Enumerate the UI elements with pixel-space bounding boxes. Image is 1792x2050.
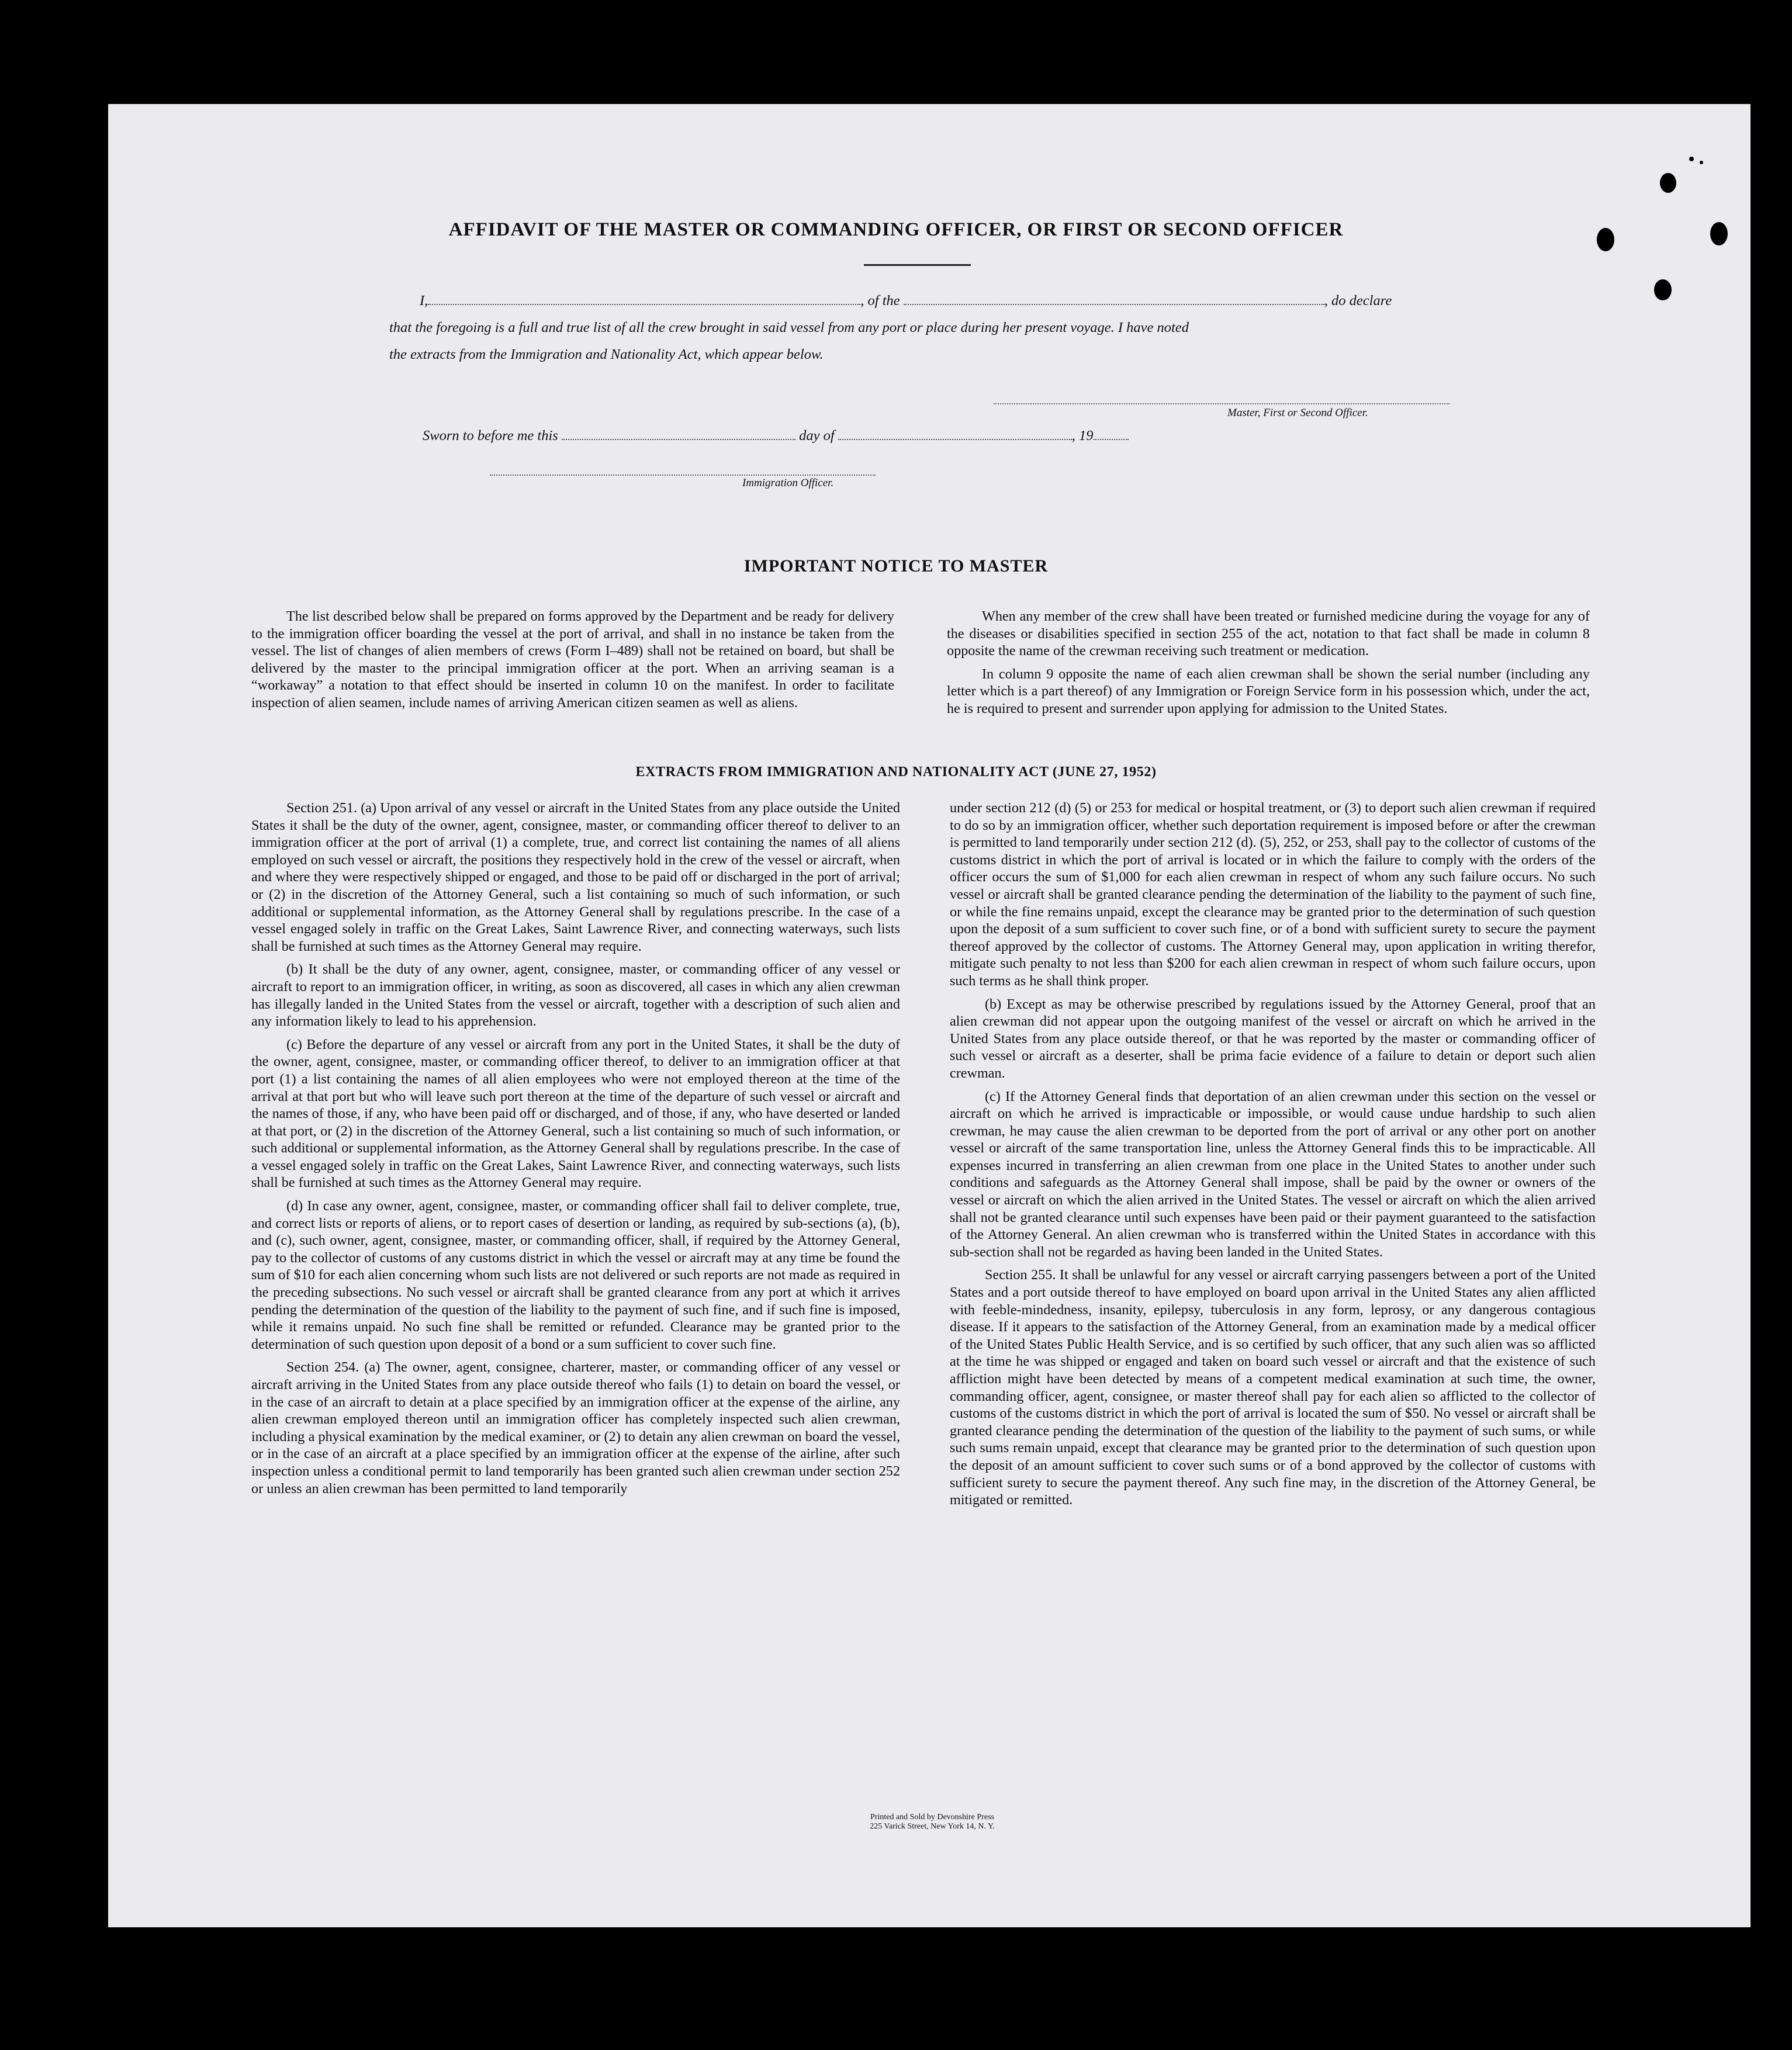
notice-title: IMPORTANT NOTICE TO MASTER (743, 556, 1049, 576)
master-signature-caption: Master, First or Second Officer. (1227, 407, 1368, 419)
section-251-d: (d) In case any owner, agent, consignee, master, or commanding officer shall fail to deliver complete, true, and correct lists or reports of aliens, or to report cases of desertion or landing, as required by sub-sections (a), (b), and (c), such owner, agent, consignee, master, or commanding officer, shall, if required by the Attorney General, pay to the collector of customs of any customs district in which the vessel or aircraft may at any time be found the sum of $10 for each alien concerning whom such lists are not delivered or such reports are not made as required in the preceding subsections. No such vessel or aircraft shall be granted clearance from any port at which it arrives pending the determination of the question of the liability to the payment of such fine, and if such fine is imposed, while it remains unpaid. No such fine shall be remitted or refunded. Clearance may be granted prior to the determination of such question upon deposit of a bond or a sum sufficient to cover such fine. (251, 1198, 900, 1352)
notice-right-paragraph-1: When any member of the crew shall have been treated or furnished medicine during the voyage for any of the diseases or disabilities specified in section 255 of the act, notation to that fact shall be made in column 8 opposite the name of the crewman receiving such treatment or medication. (947, 608, 1590, 659)
declaration-line-2: that the foregoing is a full and true list of all the crew brought in said vessel from any port or place during her present voyage. I have noted (389, 320, 1189, 335)
section-254-c: (c) If the Attorney General finds that deportation of an alien crewman under this section on the vessel or aircraft on which he arrived is impracticable or impossible, or would cause undue hardship to such alien crewman, he may cause the alien crewman to be deported from the port of arrival or any other port on another vessel or aircraft of the same transportation line, unless the Attorney General finds this to be impracticable. All expenses incurred in transferring an alien crewman from one place in the United States to another under such conditions and safeguards as the Attorney General shall impose, shall be paid by the owner or owners of the vessel or aircraft on which the alien arrived in the United States. The vessel or aircraft on which the alien arrived shall not be granted clearance until such expenses have been paid or their payment guaranteed to the satisfaction of the Attorney General. An alien crewman who is transferred within the United States in accordance with this sub-section shall not be regarded as having been landed in the United States. (950, 1088, 1596, 1260)
notice-left-paragraph: The list described below shall be prepared on forms approved by the Department and be ready for delivery to the immigration officer boarding the vessel at the port of arrival, and shall in no instance be taken from the vessel. The list of changes of alien members of crews (Form I–489) shall not be retained on board, but shall be delivered by the master to the principal immigration officer at the port. When an arriving seaman is a “workaway” a notation to that effect should be inserted in column 10 on the manifest. In order to facilitate inspection of alien seamen, include names of arriving American citizen seamen as well as aliens. (251, 608, 894, 711)
printer-line-2: 225 Varick Street, New York 14, N. Y. (870, 1822, 995, 1831)
section-255: Section 255. It shall be unlawful for any vessel or aircraft carrying passengers between a port of the United States and a port outside thereof to have employed on board upon arrival in the United States any alien afflicted with feeble-mindedness, insanity, epilepsy, tuberculosis in any form, leprosy, or any dangerous contagious disease. If it appears to the satisfaction of the Attorney General, from an examination made by a medical officer of the United States Public Health Service, and is so certified by such officer, that any such alien was so afflicted at the time he was shipped or engaged and taken on board such vessel or aircraft and that the existence of such affliction might have been detected by means of a competent medical examination at such time, the owner, commanding officer, agent, consignee, or master thereof shall pay for each alien so afflicted to the collector of customs of the customs district in which the port of arrival is located the sum of $50. No vessel or aircraft shall be granted clearance pending the determination of the question of the liability to the payment of such sums, or while such sums remain unpaid, except that clearance may be granted prior to the determination of such question upon the deposit of an amount sufficient to cover such sums or of a bond approved by the collector of customs with sufficient surety to secure the payment thereof. Any such fine may, in the discretion of the Attorney General, be mitigated or remitted. (950, 1267, 1596, 1508)
master-signature-line[interactable] (994, 403, 1449, 404)
declaration-line-3: the extracts from the Immigration and Nationality Act, which appear below. (389, 347, 824, 362)
punch-hole-mark (1660, 173, 1676, 193)
paper-speck (1689, 157, 1694, 161)
printer-imprint (815, 1813, 1049, 1831)
declaration-i: I, (420, 293, 428, 309)
immigration-officer-signature-line[interactable] (490, 475, 876, 476)
sworn-year: , 19 (1071, 428, 1094, 444)
notice-left-column (251, 608, 894, 718)
section-254-a: Section 254. (a) The owner, agent, consignee, charterer, master, or commanding officer of any vessel or aircraft arriving in the United States from any place outside thereof who fails (1) to detain on board the vessel, or in the case of an aircraft to detain at a place specified by an immigration officer at the expense of the airline, any alien crewman employed thereon until an immigration officer has completely inspected such alien crewman, including a physical examination by the medical examiner, or (2) to detain any alien crewman on board the vessel, or in the case of an aircraft at a place specified by an immigration officer at the expense of the airline, after such inspection unless a conditional permit to land temporarily has been granted such alien crewman under section 252 or unless an alien crewman has been permitted to land temporarily (251, 1359, 900, 1497)
extracts-left-column (251, 799, 900, 1503)
immigration-officer-caption: Immigration Officer. (742, 477, 834, 489)
notice-right-column (947, 608, 1590, 723)
paper-speck (1700, 161, 1703, 164)
section-251-c: (c) Before the departure of any vessel or aircraft from any port in the United States, it shall be the duty of the owner, agent, consignee, master, or commanding officer thereof, to deliver to an immigration officer at that port (1) a list containing the names of all alien employees who were not employed thereon at the time of the arrival at that port but who will leave such port thereon at the time of the departure of such vessel or aircraft and the names of those, if any, who have been paid off or discharged, and of those, if any, who have deserted or landed at that port, or (2) in the discretion of the Attorney General, such a list containing so much of such information, or such additional or supplemental information, as the Attorney General shall by regulations prescribe. In the case of a vessel engaged solely in traffic on the Great Lakes, Saint Lawrence River, and connecting waterways, such lists shall be furnished at such times as the Attorney General may require. (251, 1036, 900, 1191)
sworn-day-of: day of (799, 428, 835, 444)
declaration-line-1 (420, 292, 1392, 309)
extracts-title: EXTRACTS FROM IMMIGRATION AND NATIONALITY ACT (JUNE 27, 1952) (635, 764, 1157, 780)
affidavit-title: AFFIDAVIT OF THE MASTER OR COMMANDING OFFICER, OR FIRST OR SECOND OFFICER (448, 219, 1344, 240)
sworn-day-blank[interactable] (562, 427, 795, 440)
punch-hole-mark (1654, 279, 1672, 300)
printer-line-1: Printed and Sold by Devonshire Press (870, 1813, 994, 1822)
section-251-b: (b) It shall be the duty of any owner, agent, consignee, master, or commanding officer of any vessel or aircraft to report to an immigration officer, in writing, as soon as discovered, all cases in which any alien crewman has illegally landed in the United States from the vessel or aircraft, together with a description of such alien and any information likely to lead to his apprehension. (251, 961, 900, 1030)
declaration-of-the: , of the (860, 293, 900, 309)
notice-right-paragraph-2: In column 9 opposite the name of each alien crewman shall be shown the serial number (including any letter which is a part thereof) of any Immigration or Foreign Service form in his possession which, under the act, he is required to present and surrender upon applying for admission to the United States. (947, 666, 1590, 716)
section-254-a-continued: under section 212 (d) (5) or 253 for medical or hospital treatment, or (3) to deport such alien crewman if required to do so by an immigration officer, whether such deportation requirement is imposed before or after the crewman is permitted to land temporarily under section 212 (d). (5), 252, or 253, shall pay to the collector of customs of the customs district in which the port of arrival is located or in which the failure to comply with the orders of the officer occurs the sum of $1,000 for each alien crewman in respect of whom any such failure occurs. No such vessel or aircraft shall be granted clearance pending the determination of the liability to the payment of such fine, or while the fine remains unpaid, except the clearance may be granted prior to the determination of such question upon the deposit of a sum sufficient to cover such fine, or of a bond with sufficient surety to secure the payment thereof approved by the collector of customs. The Attorney General may, upon application in writing therefor, mitigate such penalty to not less than $200 for each alien crewman in respect of whom such failure occurs, upon such terms as he shall think proper. (950, 800, 1596, 989)
sworn-line (423, 427, 1129, 444)
title-rule (864, 264, 971, 266)
sworn-prefix: Sworn to before me this (423, 428, 558, 444)
vessel-blank[interactable] (904, 292, 1324, 305)
extracts-right-column (950, 799, 1596, 1515)
section-251-a: Section 251. (a) Upon arrival of any vessel or aircraft in the United States from any place outside the United States it shall be the duty of the owner, agent, consignee, master, or commanding officer thereof to deliver to an immigration officer at the port of arrival (1) a complete, true, and correct list containing the names of all aliens employed on such vessel or aircraft, the positions they respectively hold in the crew of the vessel or aircraft, when and where they were respectively shipped or engaged, and those to be paid off or discharged in the port of arrival; or (2) in the discretion of the Attorney General, such a list containing so much of such information, or such additional or supplemental information, as the Attorney General shall by regulations prescribe. In the case of a vessel engaged solely in traffic on the Great Lakes, Saint Lawrence River, and connecting waterways, such lists shall be furnished at such times as the Attorney General may require. (251, 800, 900, 954)
declaration-do-declare: , do declare (1324, 293, 1392, 309)
name-blank[interactable] (428, 292, 860, 305)
sworn-year-blank[interactable] (1094, 427, 1129, 440)
sworn-month-blank[interactable] (838, 427, 1072, 440)
section-254-b: (b) Except as may be otherwise prescribed by regulations issued by the Attorney General, proof that an alien crewman did not appear upon the outgoing manifest of the vessel or aircraft on which he arrived in the United States from any place outside thereof, or that he was reported by the master or commanding officer of such vessel or aircraft as a deserter, shall be prima facie evidence of a failure to detain or deport such alien crewman. (950, 996, 1596, 1081)
